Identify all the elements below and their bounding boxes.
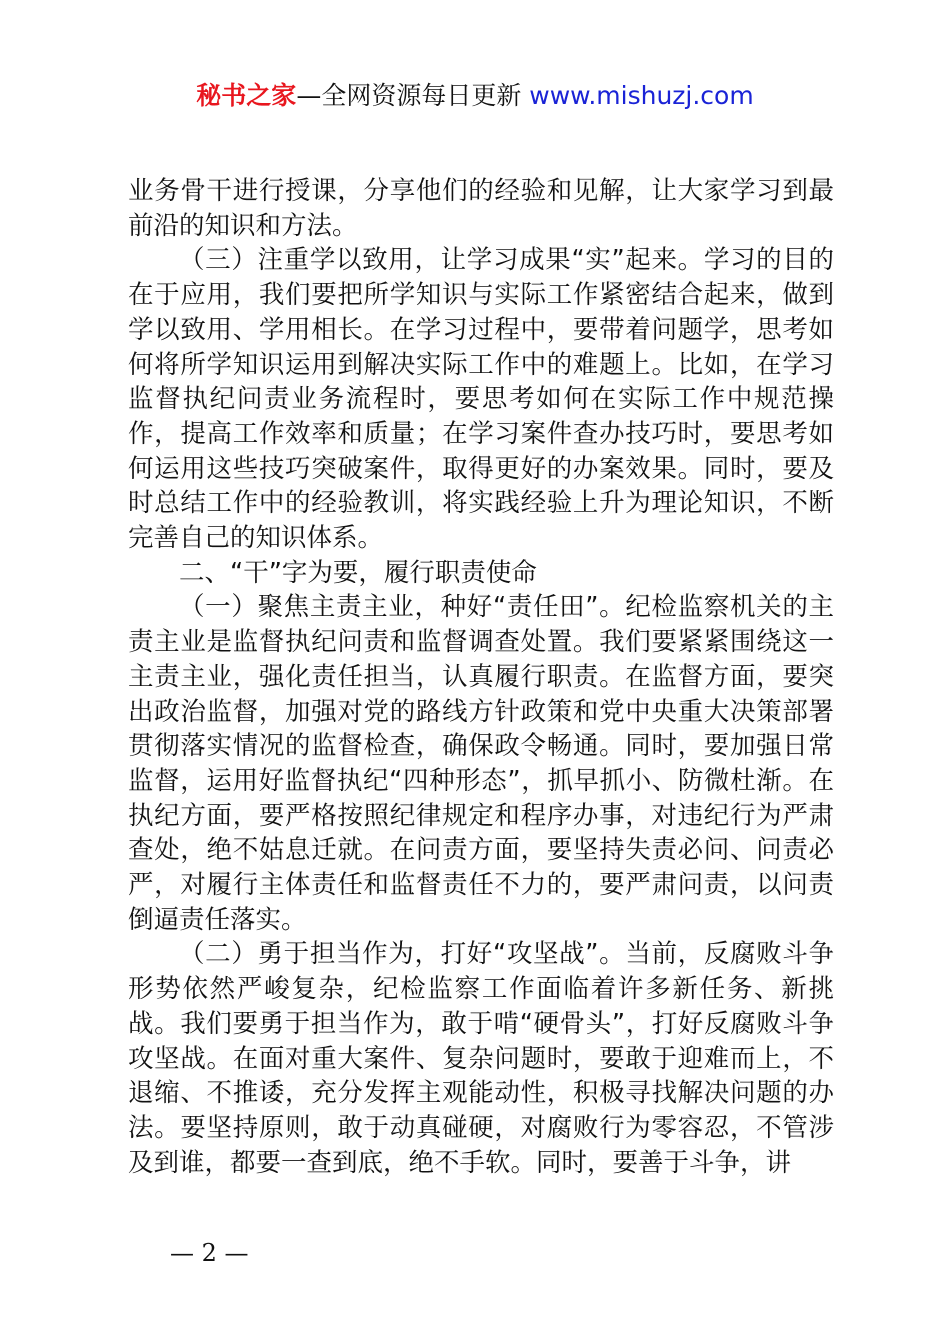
header-tagline: —全网资源每日更新 bbox=[296, 81, 522, 110]
site-header bbox=[0, 78, 950, 114]
section-heading-2: 二、“干”字为要，履行职责使命 bbox=[179, 557, 537, 588]
site-url-link[interactable]: www.mishuzj.com bbox=[529, 81, 754, 110]
paragraph-section-3: （三）注重学以致用，让学习成果“实”起来。学习的目的在于应用，我们要把所学知识与实际工作紧密结合起来，做到学以致用、学用相长。在学习过程中，要带着问题学，思考如何将所学知识运用到解决实际工作中的难题上。比如，在学习监督执纪问责业务流程时，要思考如何在实际工作中规范操作，提高工作效率和质量；在学习案件查办技巧时，要思考如何运用这些技巧突破案件，取得更好的办案效果。同时，要及时总结工作中的经验教训，将实践经验上升为理论知识，不断完善自己的知识体系。 bbox=[128, 245, 834, 554]
page-number: — 2 — bbox=[170, 1239, 249, 1267]
paragraph-subsection-2: （二）勇于担当作为，打好“攻坚战”。当前，反腐败斗争形势依然严峻复杂，纪检监察工作面临着许多新任务、新挑战。我们要勇于担当作为，敢于啃“硬骨头”，打好反腐败斗争攻坚战。在面对重大案件、复杂问题时，要敢于迎难而上，不退缩、不推诿，充分发挥主观能动性，积极寻找解决问题的办法。要坚持原则，敢于动真碰硬，对腐败行为零容忍，不管涉及到谁，都要一查到底，绝不手软。同时，要善于斗争，讲 bbox=[128, 939, 834, 1178]
paragraph-continuation: 业务骨干进行授课，分享他们的经验和见解，让大家学习到最前沿的知识和方法。 bbox=[128, 176, 834, 241]
brand-name: 秘书之家 bbox=[196, 81, 297, 110]
paragraph-subsection-1: （一）聚焦主责主业，种好“责任田”。纪检监察机关的主责主业是监督执纪问责和监督调查处置。我们要紧紧围绕这一主责主业，强化责任担当，认真履行职责。在监督方面，要突出政治监督，加强对党的路线方针政策和党中央重大决策部署贯彻落实情况的监督检查，确保政令畅通。同时，要加强日常监督，运用好监督执纪“四种形态”，抓早抓小、防微杜渐。在执纪方面，要严格按照纪律规定和程序办事，对违纪行为严肃查处，绝不姑息迁就。在问责方面，要坚持失责必问、问责必严，对履行主体责任和监督责任不力的，要严肃问责，以问责倒逼责任落实。 bbox=[128, 592, 834, 935]
document-body bbox=[128, 174, 834, 1180]
